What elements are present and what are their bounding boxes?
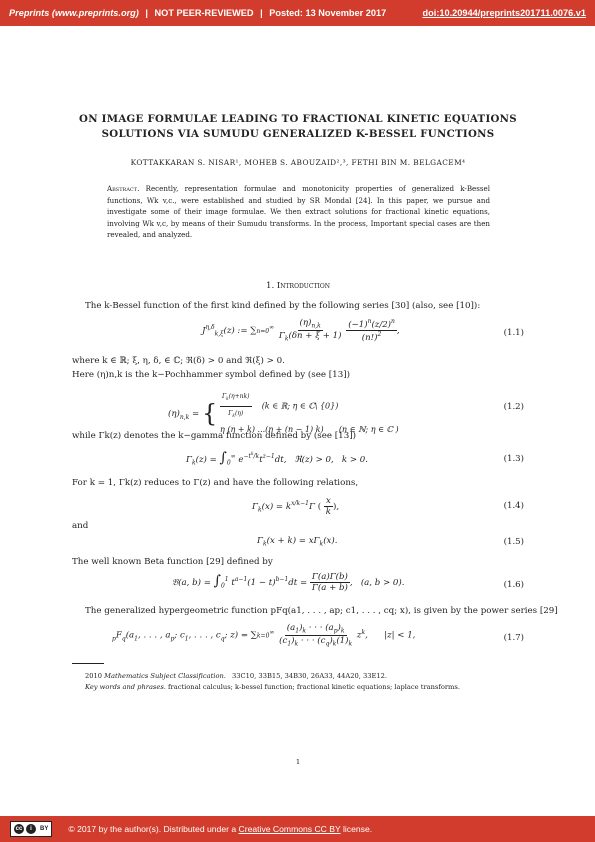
banner-left: [9, 8, 386, 18]
equation-number: (1.3): [503, 454, 524, 464]
preprints-link[interactable]: Preprints (www.preprints.org): [9, 8, 139, 18]
keywords-footnote: [85, 682, 460, 692]
equation-1-4: $\Gamma_k(x) = k^{x/k-1}\Gamma$ ( $\frac{x}{k}$ ),: [252, 496, 340, 517]
equation-1-1: $J^{\eta,\delta}_{k,\xi}(z)$ := ∑n=0∞ $\frac{(\eta)_{n,k}}{\Gamma_k(\delta n + \xi + 1)}$ $\frac{(-1)^n(z/2)^n}{(n!)^2}$ ,: [202, 318, 400, 343]
equation-1-5: $\Gamma_k(x + k) = x\Gamma_k(x)$.: [257, 536, 338, 548]
posted-date: Posted: 13 November 2017: [269, 8, 387, 18]
preprint-banner: [0, 0, 595, 26]
paragraph-1: The k-Bessel function of the first kind defined by the following series [30] (also, see [10]):: [85, 301, 481, 311]
paragraph-4: while Γk(z) denotes the k−gamma function defined by (see [13]): [72, 431, 356, 441]
equation-number: (1.4): [503, 501, 524, 511]
equation-1-2: $(\eta)_{n,k}$ = { $\frac{\Gamma_k(\eta+nk)}{\Gamma_k(\eta)}$ (k ∈ ℝ; η ∈ ℂ\ {0}) η (η + k) ...(η + (n − 1) k) (n ∈ ℕ; η ∈ ℂ ): [168, 390, 399, 437]
license-footer: [0, 816, 595, 842]
paragraph-5: For k = 1, Γk(z) reduces to Γ(z) and have the following relations,: [72, 478, 359, 488]
footnote-rule: [72, 663, 104, 664]
cc-by-icon[interactable]: cc i BY: [10, 821, 52, 837]
equation-number: (1.6): [503, 580, 524, 590]
equation-number: (1.5): [503, 537, 524, 547]
paragraph-8: The generalized hypergeometric function pFq(a1, . . . , ap; c1, . . . , cq; x), is given by the power series [29]: [85, 606, 558, 616]
section-heading: 1. Introduction: [265, 281, 330, 291]
title-line-1: ON IMAGE FORMULAE LEADING TO FRACTIONAL KINETIC EQUATIONS: [79, 113, 517, 125]
paragraph-2: where k ∈ ℝ; ξ, η, δ, ∈ ℂ; ℜ(δ) > 0 and ℜ(ξ) > 0.: [72, 356, 285, 366]
separator: |: [260, 8, 263, 18]
equation-number: (1.1): [503, 328, 524, 338]
peer-review-status: NOT PEER-REVIEWED: [154, 8, 254, 18]
authors: KOTTAKKARAN S. NISAR¹, MOHEB S. ABOUZAID²,³, FETHI BIN M. BELGACEM⁴: [130, 158, 466, 167]
equation-1-6: 𝔅(a, $b) = \int_0^1$ $t^{a-1}(1 - t)^{b-1}dt$ = $\frac{\Gamma(a)\Gamma(b)}{\Gamma(a + b)}$ , (a, b > 0).: [172, 572, 405, 593]
abstract-text: Recently, representation formulae and monotonicity properties of generalized k-Bessel functions, Wk v,c., were established and studied by SR Mondal [24]. In this paper, we pursue and investigate some of their image formulae. We then extract solutions for fractional kinetic equations, involving Wk v,c, by means of their Sumudu transforms. In the process, Important special cases are then revealed, and analyzed.: [107, 184, 490, 240]
paragraph-3: Here (η)n,k is the k−Pochhammer symbol defined by (see [13]): [72, 370, 350, 380]
keywords-text: fractional calculus; k-bessel function; fractional kinetic equations; laplace transforms.: [168, 683, 460, 691]
keywords-label: Key words and phrases.: [85, 683, 166, 691]
separator: |: [145, 8, 148, 18]
page-number: 1: [295, 758, 301, 766]
paragraph-6: and: [72, 521, 89, 531]
equation-number: (1.7): [503, 633, 524, 643]
msc-codes: 33C10, 33B15, 34B30, 26A33, 44A20, 33E12.: [232, 672, 388, 680]
doi-link[interactable]: doi:10.20944/preprints201711.0076.v1: [422, 8, 586, 18]
abstract: [107, 183, 490, 241]
msc-year: 2010: [85, 672, 103, 680]
msc-footnote: [85, 671, 387, 681]
license-text: [68, 824, 372, 834]
title-line-2: SOLUTIONS VIA SUMUDU GENERALIZED K-BESSEL FUNCTIONS: [101, 128, 495, 140]
license-suffix: license.: [342, 824, 373, 834]
msc-label: Mathematics Subject Classification.: [104, 672, 226, 680]
equation-1-3: $\Gamma_k(z) = \int_0^\infty$ $e^{-t^k/k}t^{z-1}dt$, ℜ(z) > 0, k > 0.: [186, 450, 368, 467]
equation-number: (1.2): [503, 402, 524, 412]
paper-title: [72, 112, 524, 142]
abstract-label: Abstract.: [107, 184, 140, 193]
equation-1-7: $_pF_q(a_1$, . . . , $a_p$; $c_1$, . . . , $c_q$; z) = ∑k=0∞ $\frac{(a_1)_k \cdot \cdot \cdot (a_p)_k}{(c_1)_k \cdot \cdot \cdot (c_q)_k(1)_k}$ $z^k$, |z| < 1,: [112, 623, 416, 648]
paragraph-7: The well known Beta function [29] defined by: [72, 557, 273, 567]
license-link[interactable]: Creative Commons CC BY: [238, 824, 341, 834]
license-prefix: © 2017 by the author(s). Distributed under a: [68, 824, 237, 834]
